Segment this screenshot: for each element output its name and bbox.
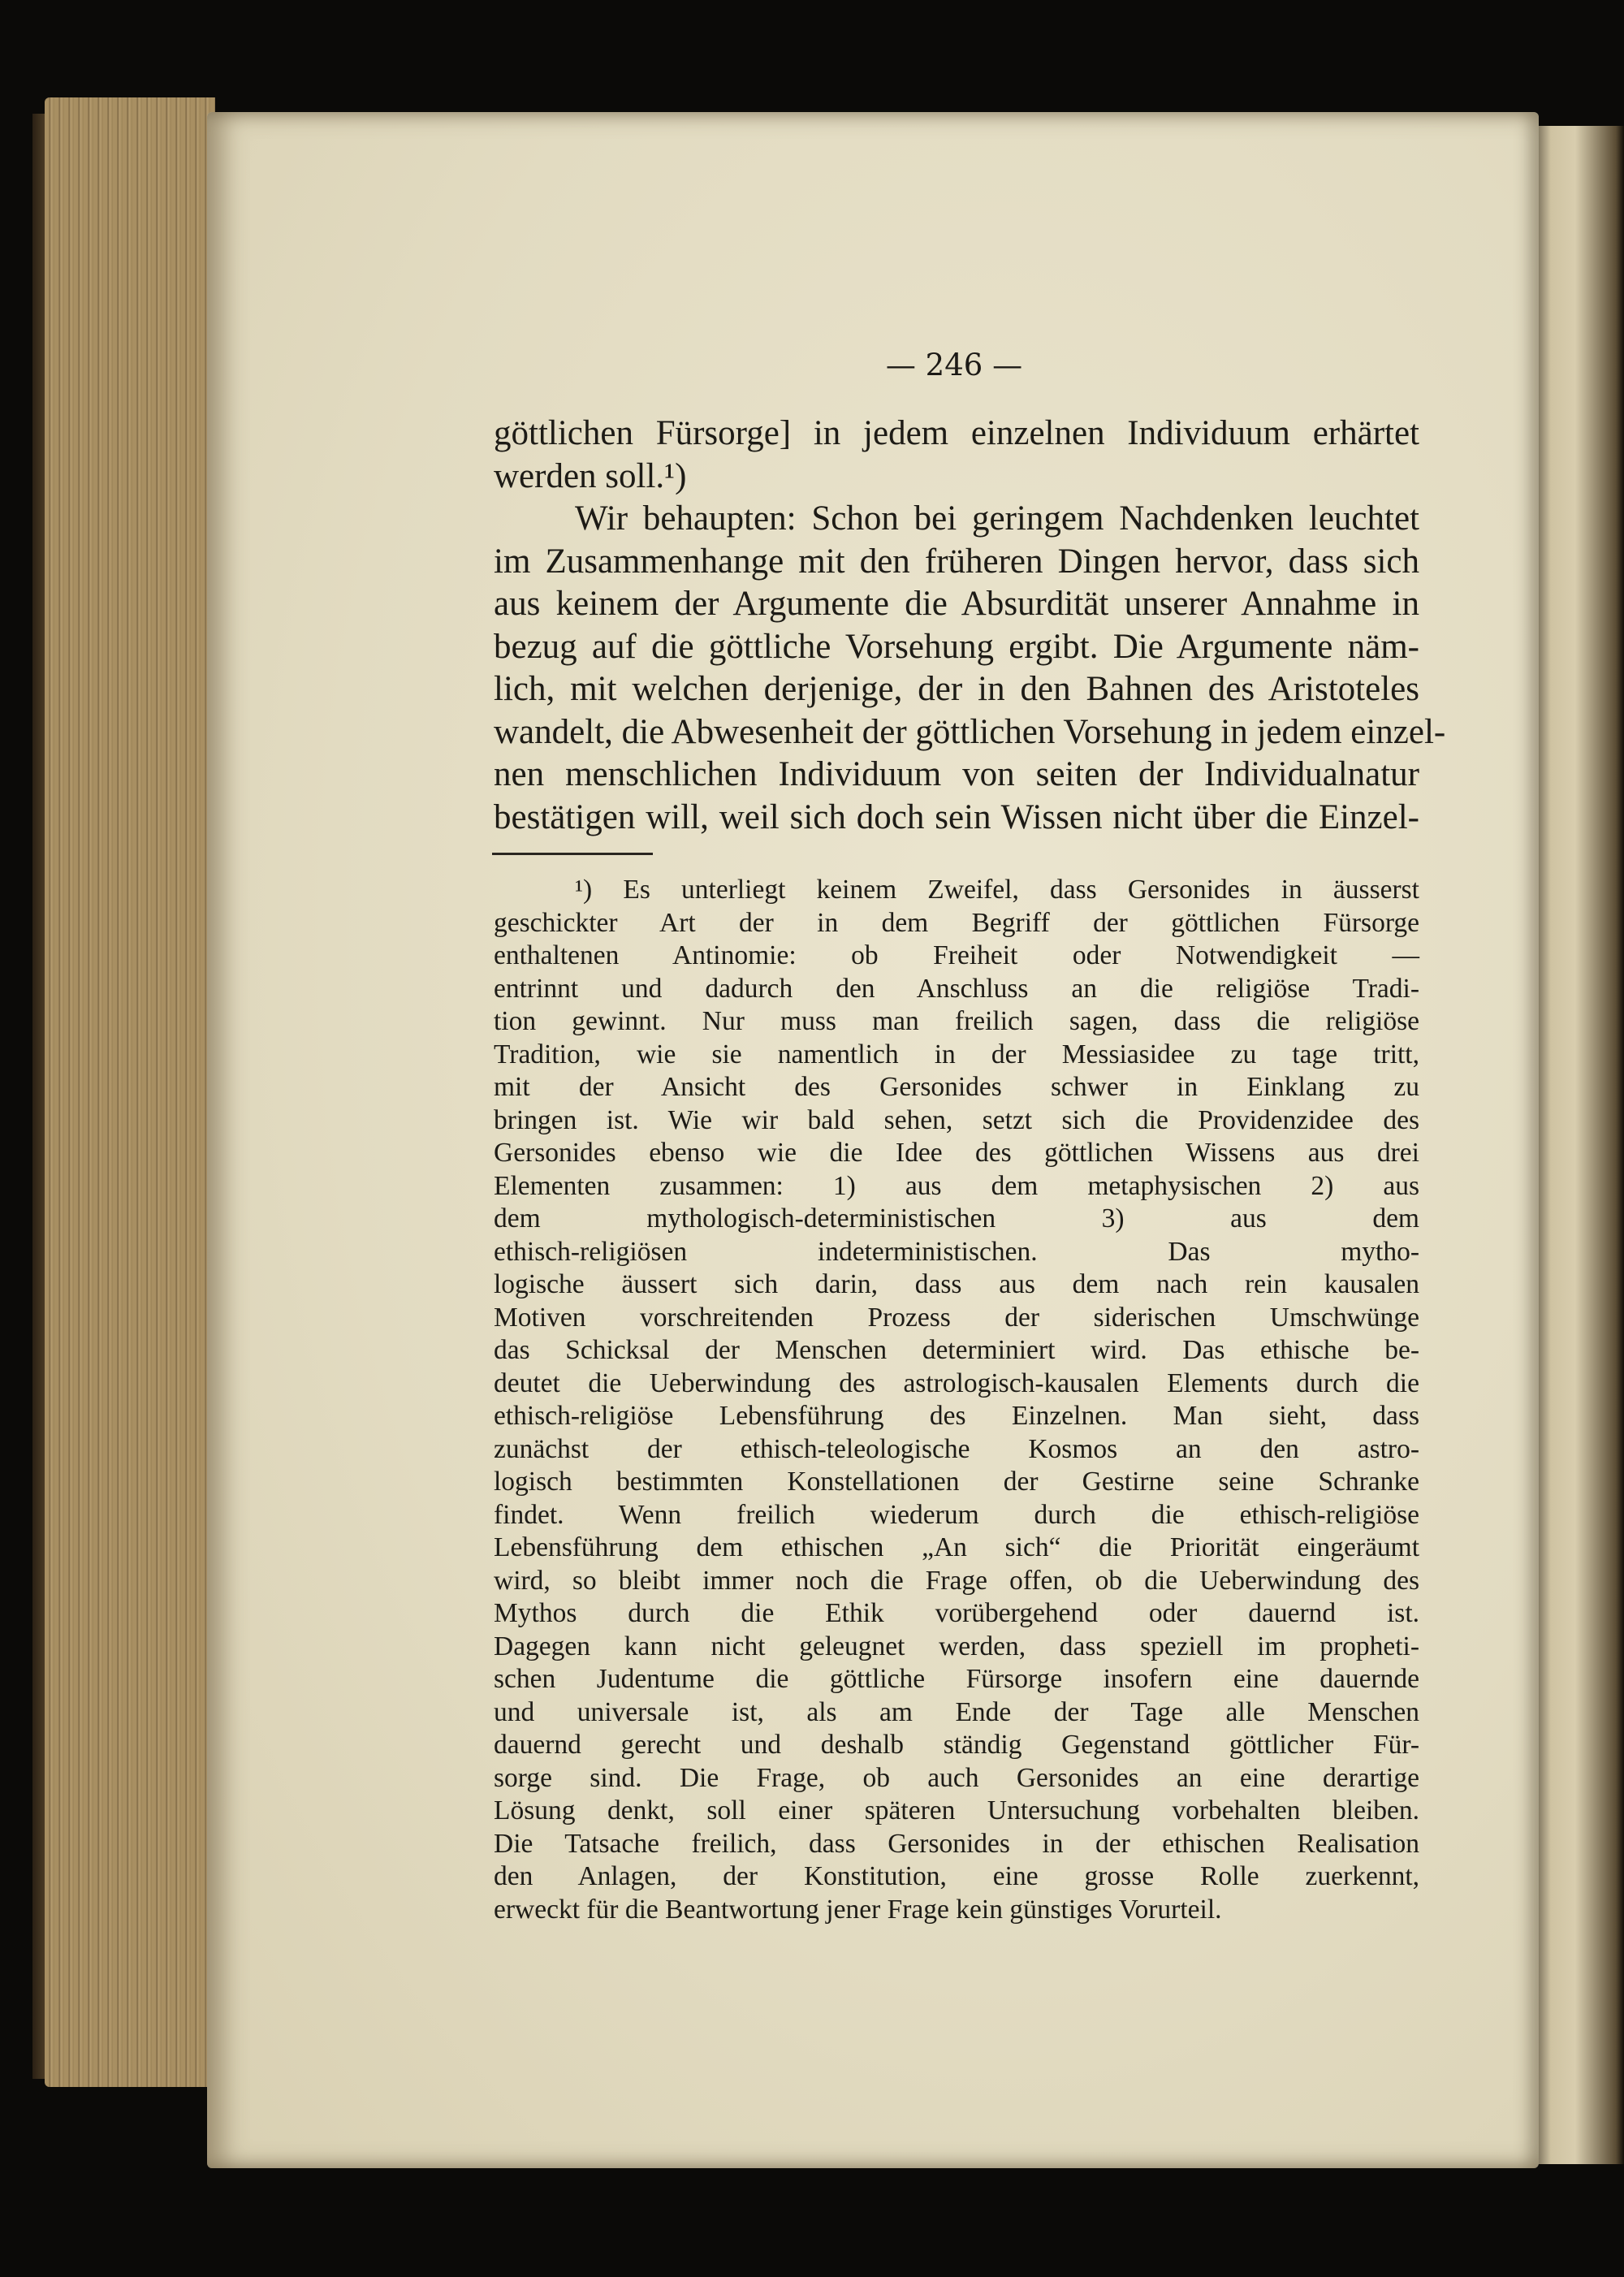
footnote-line: und universale ist, als am Ende der Tage alle Menschen	[494, 1696, 1419, 1727]
footnote-line: zunächst der ethisch-teleologische Kosmos an den astro-	[494, 1433, 1419, 1464]
footnote-line: wird, so bleibt immer noch die Frage offen, ob die Ueberwindung des	[494, 1565, 1419, 1596]
body-line: Wir behaupten: Schon bei geringem Nachdenken leuchtet	[575, 499, 1419, 538]
footnote-line: enthaltenen Antinomie: ob Freiheit oder Notwendigkeit —	[494, 940, 1419, 970]
page-number: — 246 —	[885, 348, 1023, 382]
footnote-separator	[492, 853, 653, 855]
body-line: bestätigen will, weil sich doch sein Wissen nicht über die Einzel-	[494, 797, 1419, 836]
footnote-line: Gersonides ebenso wie die Idee des göttlichen Wissens aus drei	[494, 1138, 1419, 1168]
footnote	[494, 874, 1419, 1926]
body-line: werden soll.¹)	[494, 456, 687, 495]
footnote-line: Lösung denkt, soll einer späteren Untersuchung vorbehalten bleiben.	[494, 1795, 1419, 1825]
body-line: göttlichen Fürsorge] in jedem einzelnen Individuum erhärtet	[494, 414, 1419, 452]
footnote-line: ¹) Es unterliegt keinem Zweifel, dass Gersonides in äusserst	[575, 875, 1419, 905]
footnote-line: das Schicksal der Menschen determiniert wird. Das ethische be-	[494, 1335, 1419, 1365]
footnote-line: Lebensführung dem ethischen „An sich“ die Priorität eingeräumt	[494, 1532, 1419, 1562]
footnote-line: Motiven vorschreitenden Prozess der siderischen Umschwünge	[494, 1302, 1419, 1333]
footnote-line: Mythos durch die Ethik vorübergehend oder dauernd ist.	[494, 1598, 1419, 1628]
footnote-line: logisch bestimmten Konstellationen der Gestirne seine Schranke	[494, 1467, 1419, 1497]
book-page-edges	[45, 97, 215, 2087]
main-text	[494, 413, 1446, 839]
footnote-line: Dagegen kann nicht geleugnet werden, dass speziell im propheti-	[494, 1631, 1419, 1661]
footnote-line: entrinnt und dadurch den Anschluss an die religiöse Tradi-	[494, 973, 1419, 1004]
footnote-line: findet. Wenn freilich wiederum durch die ethisch-religiöse	[494, 1499, 1419, 1530]
footnote-line: ethisch-religiöse Lebensführung des Einzelnen. Man sieht, dass	[494, 1401, 1419, 1431]
footnote-line: tion gewinnt. Nur muss man freilich sagen, dass die religiöse	[494, 1006, 1419, 1036]
footnote-line: sorge sind. Die Frage, ob auch Gersonides an eine derartige	[494, 1762, 1419, 1793]
body-line: lich, mit welchen derjenige, der in den Bahnen des Aristoteles	[494, 670, 1419, 708]
footnote-line: erweckt für die Beantwortung jener Frage kein günstiges Vorurteil.	[494, 1894, 1222, 1925]
footnote-line: dauernd gerecht und deshalb ständig Gegenstand göttlicher Für-	[494, 1730, 1419, 1760]
footnote-line: Elementen zusammen: 1) aus dem metaphysischen 2) aus	[494, 1170, 1419, 1201]
footnote-line: geschickter Art der in dem Begriff der göttlichen Fürsorge	[494, 907, 1419, 938]
body-line: im Zusammenhange mit den früheren Dingen hervor, dass sich	[494, 542, 1419, 581]
footnote-line: den Anlagen, der Konstitution, eine grosse Rolle zuerkennt,	[494, 1861, 1419, 1891]
footnote-line: deutet die Ueberwindung des astrologisch-kausalen Elements durch die	[494, 1367, 1419, 1398]
body-line: bezug auf die göttliche Vorsehung ergibt. Die Argumente näm-	[494, 627, 1419, 666]
footnote-line: bringen ist. Wie wir bald sehen, setzt sich die Providenzidee des	[494, 1104, 1419, 1135]
footnote-line: Die Tatsache freilich, dass Gersonides in der ethischen Realisation	[494, 1828, 1419, 1859]
footnote-line: schen Judentume die göttliche Fürsorge insofern eine dauernde	[494, 1664, 1419, 1694]
body-line: nen menschlichen Individuum von seiten der Individualnatur	[494, 755, 1419, 793]
facing-page-edge	[1527, 126, 1624, 2164]
footnote-line: dem mythologisch-deterministischen 3) aus dem	[494, 1203, 1419, 1234]
footnote-line: ethisch-religiösen indeterministischen. Das mytho-	[494, 1236, 1419, 1267]
footnote-line: mit der Ansicht des Gersonides schwer in Einklang zu	[494, 1072, 1419, 1102]
footnote-line: Tradition, wie sie namentlich in der Messiasidee zu tage tritt,	[494, 1039, 1419, 1069]
body-line: aus keinem der Argumente die Absurdität unserer Annahme in	[494, 585, 1419, 623]
body-line: wandelt, die Abwesenheit der göttlichen Vorsehung in jedem einzel-	[494, 712, 1446, 751]
footnote-line: logische äussert sich darin, dass aus dem nach rein kausalen	[494, 1269, 1419, 1299]
